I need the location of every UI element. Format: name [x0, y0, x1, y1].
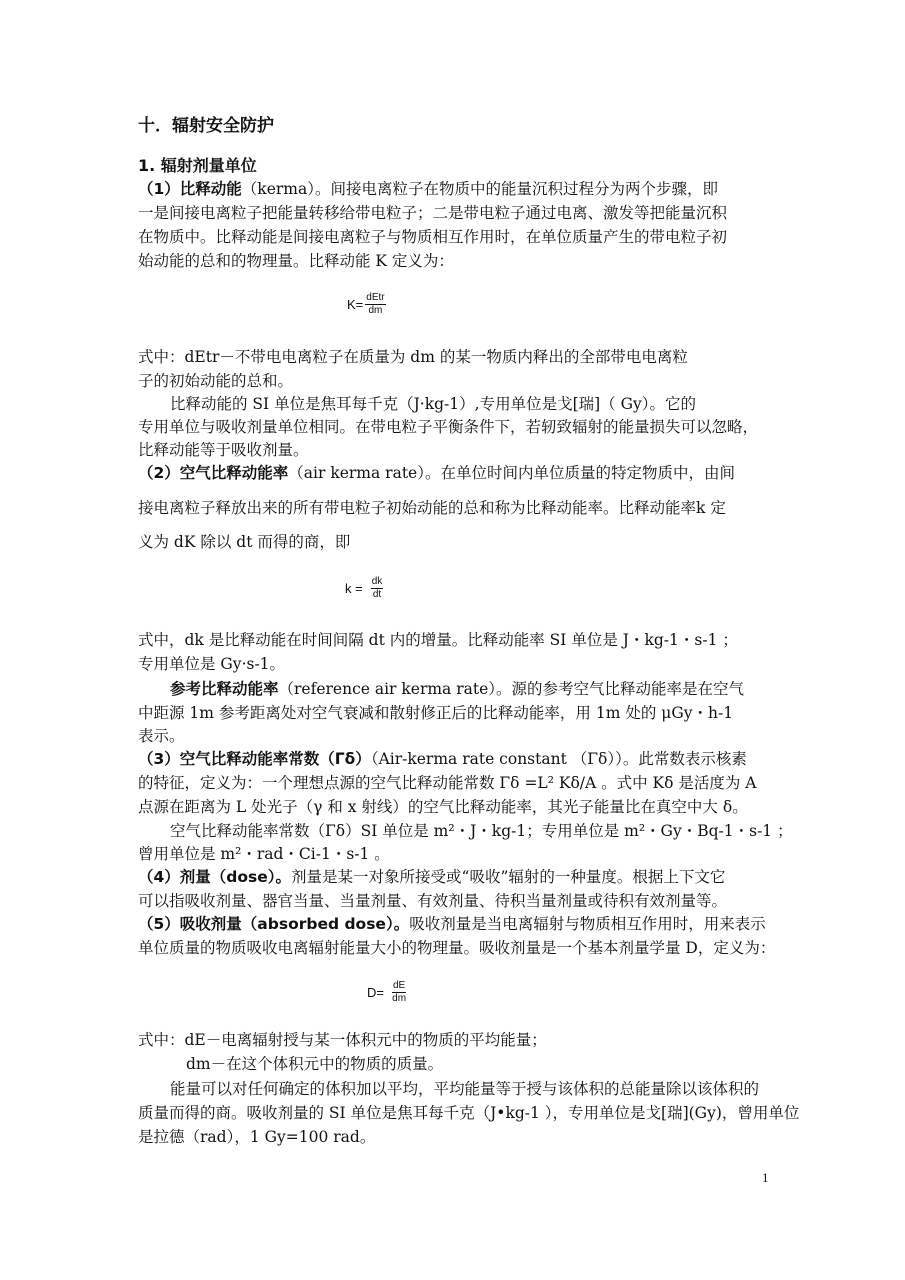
formula-kerma	[347, 292, 386, 317]
paragraph-line	[138, 462, 735, 484]
formula-denominator: dm	[368, 305, 383, 316]
formula-denominator: dm	[392, 993, 407, 1004]
formula-fraction	[392, 980, 406, 1005]
text-run: （air kerma rate）。在单位时间内单位质量的特定物质中，由间	[288, 464, 735, 482]
text-run: 剂量是某一对象所接受或“吸收”辐射的一种量度。根据上下文它	[291, 868, 726, 886]
formula-numerator: dk	[371, 576, 383, 587]
formula-lhs: k =	[345, 581, 363, 596]
paragraph-line: 表示。	[138, 727, 185, 745]
paragraph-line: 比释动能的 SI 单位是焦耳每千克（J·kg-1）,专用单位是戈[瑞]（ Gy）。它的	[170, 395, 696, 413]
paragraph-line: 能量可以对任何确定的体积加以平均，平均能量等于授与该体积的总能量除以该体积的	[170, 1080, 760, 1098]
paragraph-line: 专用单位与吸收剂量单位相同。在带电粒子平衡条件下，若轫致辐射的能量损失可以忽略，	[138, 418, 759, 436]
paragraph-line: 一是间接电离粒子把能量转移给带电粒子；二是带电粒子通过电离、激发等把能量沉积	[138, 204, 728, 222]
paragraph-line: 专用单位是 Gy·s-1。	[138, 655, 286, 673]
paragraph-line: 义为 dK 除以 dt 而得的商，即	[138, 533, 351, 551]
subsection-title: 1. 辐射剂量单位	[138, 156, 257, 175]
formula-lhs: D=	[367, 985, 384, 1000]
paragraph-line: 的特征，定义为：一个理想点源的空气比释动能常数 Γδ =L² Kδ/A 。式中 Kδ 是活度为 A	[138, 774, 757, 792]
paragraph-line	[138, 866, 725, 888]
text-run: （kerma）。间接电离粒子在物质中的能量沉积过程分为两个步骤，即	[241, 180, 718, 198]
section-title: 十．辐射安全防护	[138, 116, 274, 136]
paragraph-line: 中距源 1m 参考距离处对空气衰减和散射修正后的比释动能率，用 1m 处的 μGy・h-1	[138, 704, 734, 722]
term-dose: （4）剂量（dose）。	[138, 868, 292, 886]
formula-denominator: dt	[372, 589, 382, 600]
paragraph-line: 式中：dEtr－不带电电离粒子在质量为 dm 的某一物质内释出的全部带电电离粒	[138, 348, 688, 366]
paragraph-line: 点源在距离为 L 处光子（γ 和 x 射线）的空气比释动能率，其光子能量比在真空中大 δ。	[138, 798, 748, 816]
paragraph-line	[138, 748, 747, 770]
text-run: （reference air kerma rate）。源的参考空气比释动能率是在空气	[278, 680, 745, 698]
formula-numerator: dE	[392, 980, 406, 991]
paragraph-line: 可以指吸收剂量、器官当量、当量剂量、有效剂量、待积当量剂量或待积有效剂量等。	[138, 892, 728, 910]
paragraph-line: 质量而得的商。吸收剂量的 SI 单位是焦耳每千克（J•kg-1 ），专用单位是戈[瑞](Gy)，曾用单位	[138, 1104, 800, 1122]
paragraph-line: 子的初始动能的总和。	[138, 372, 294, 390]
paragraph-line: 始动能的总和的物理量。比释动能 K 定义为：	[138, 252, 454, 270]
paragraph-line	[170, 678, 744, 700]
text-run: 吸收剂量是当电离辐射与物质相互作用时，用来表示	[409, 915, 766, 933]
term-air-kerma-rate: （2）空气比释动能率	[138, 464, 289, 482]
paragraph-line: dm－在这个体积元中的物质的质量。	[186, 1055, 444, 1073]
term-absorbed-dose: （5）吸收剂量（absorbed dose）。	[138, 915, 410, 933]
page-number: 1	[762, 1170, 769, 1185]
formula-kerma-rate	[345, 576, 383, 601]
paragraph-line: 式中，dk 是比释动能在时间间隔 dt 内的增量。比释动能率 SI 单位是 J・kg-1・s-1 ；	[138, 631, 738, 649]
paragraph-line: 在物质中。比释动能是间接电离粒子与物质相互作用时，在单位质量产生的带电粒子初	[138, 228, 728, 246]
formula-absorbed-dose	[367, 980, 406, 1005]
formula-fraction	[365, 292, 385, 317]
formula-lhs: K=	[347, 297, 364, 312]
formula-fraction	[371, 576, 384, 601]
term-reference-air-kerma-rate: 参考比释动能率	[170, 680, 279, 698]
paragraph-line: 空气比释动能率常数（Γδ）SI 单位是 m²・J・kg-1；专用单位是 m²・Gy・Bq-1・s-1 ；	[170, 822, 793, 840]
paragraph-line	[138, 913, 766, 935]
paragraph-line: 比释动能等于吸收剂量。	[138, 441, 309, 459]
paragraph-line: 曾用单位是 m²・rad・Ci-1・s-1 。	[138, 845, 390, 863]
paragraph-line: 接电离粒子释放出来的所有带电粒子初始动能的总和称为比释动能率。比释动能率k 定	[138, 499, 726, 517]
paragraph-line	[138, 178, 718, 200]
paragraph-line: 式中：dE－电离辐射授与某一体积元中的物质的平均能量；	[138, 1031, 547, 1049]
text-run: （Air-kerma rate constant （Γδ））。此常数表示核素	[370, 750, 747, 768]
term-air-kerma-rate-constant: （3）空气比释动能率常数（Γδ）	[138, 750, 371, 768]
formula-numerator: dEtr	[366, 292, 385, 303]
paragraph-line: 单位质量的物质吸收电离辐射能量大小的物理量。吸收剂量是一个基本剂量学量 D，定义为：	[138, 939, 776, 957]
term-kerma: （1）比释动能	[138, 180, 242, 198]
paragraph-line: 是拉德（rad），1 Gy=100 rad。	[138, 1128, 376, 1146]
